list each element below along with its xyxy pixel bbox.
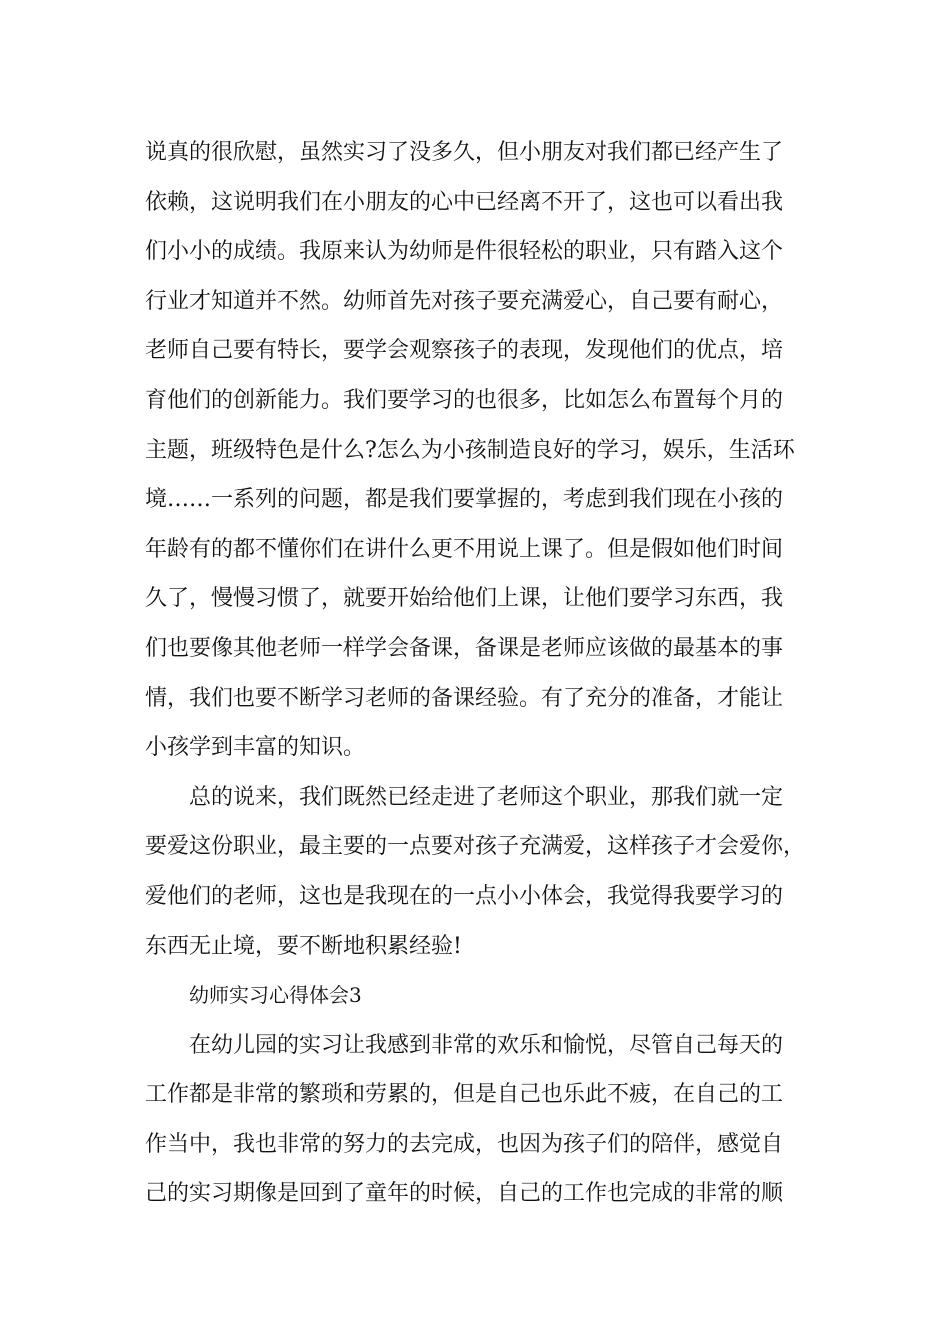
text-line: 依赖，这说明我们在小朋友的心中已经离不开了，这也可以看出我 [145, 189, 784, 215]
text-line: 小孩学到丰富的知识。 [145, 735, 366, 761]
text-line: 说真的很欣慰，虽然实习了没多久，但小朋友对我们都已经产生了 [145, 140, 784, 165]
text-line: 情，我们也要不断学习老师的备课经验。有了充分的准备，才能让 [145, 685, 784, 711]
text-line: 们也要像其他老师一样学会备课，备课是老师应该做的最基本的事 [145, 635, 784, 661]
text-line: 育他们的创新能力。我们要学习的也很多，比如怎么布置每个月的 [145, 387, 784, 413]
text-line: 爱他们的老师，这也是我现在的一点小小体会，我觉得我要学习的 [145, 883, 784, 909]
text-line: 境……一系列的问题，都是我们要掌握的，考虑到我们现在小孩的 [145, 487, 784, 513]
text-line: 总的说来，我们既然已经走进了老师这个职业，那我们就一定 [189, 784, 784, 810]
document-body [145, 128, 815, 1219]
text-line: 工作都是非常的繁琐和劳累的，但是自己也乐此不疲，在自己的工 [145, 1082, 784, 1108]
text-line: 年龄有的都不懂你们在讲什么更不用说上课了。但是假如他们时间 [145, 536, 784, 562]
text-line: 己的实习期像是回到了童年的时候，自己的工作也完成的非常的顺 [145, 1181, 784, 1207]
text-line: 老师自己要有特长，要学会观察孩子的表现，发现他们的优点，培 [145, 338, 784, 364]
text-line: 行业才知道并不然。幼师首先对孩子要充满爱心，自己要有耐心， [145, 288, 784, 314]
text-line: 们小小的成绩。我原来认为幼师是件很轻松的职业，只有踏入这个 [145, 239, 784, 265]
section-heading: 幼师实习心得体会3 [189, 983, 362, 1008]
text-line: 主题，班级特色是什么?怎么为小孩制造良好的学习，娱乐，生活环 [145, 437, 795, 463]
text-line: 要爱这份职业，最主要的一点要对孩子充满爱，这样孩子才会爱你， [145, 834, 806, 860]
text-line: 作当中，我也非常的努力的去完成，也因为孩子们的陪伴，感觉自 [145, 1131, 784, 1157]
text-line: 在幼儿园的实习让我感到非常的欢乐和愉悦，尽管自己每天的 [189, 1032, 784, 1058]
text-line: 久了，慢慢习惯了，就要开始给他们上课，让他们要学习东西，我 [145, 586, 784, 612]
text-line: 东西无止境，要不断地积累经验! [145, 933, 462, 959]
